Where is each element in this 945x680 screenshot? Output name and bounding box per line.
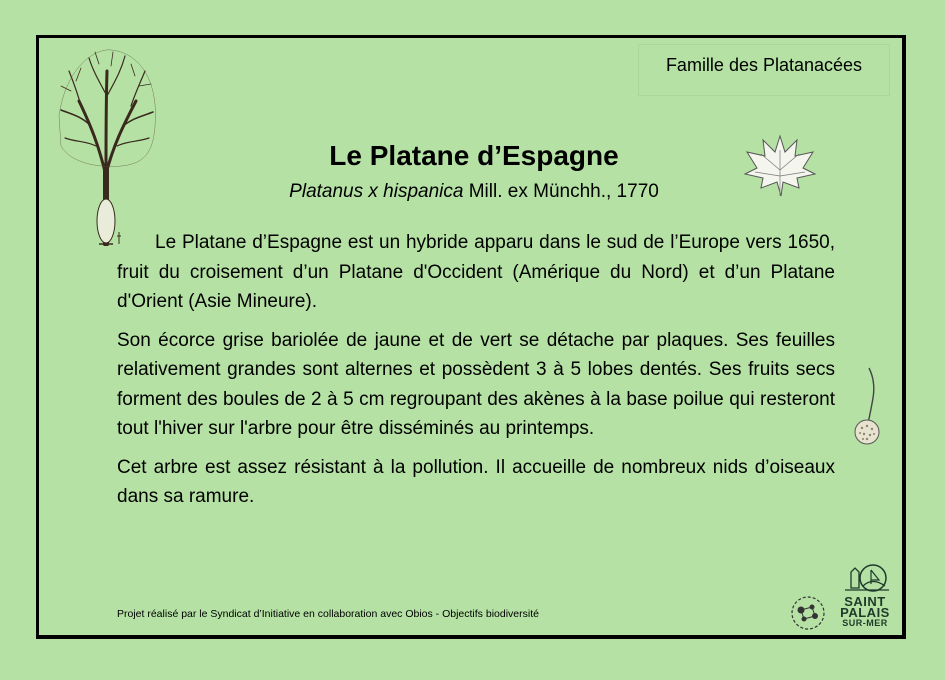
saint-palais-logo-icon <box>835 562 895 594</box>
paragraph-2: Son écorce grise bariolée de jaune et de vert se détache par plaques. Ses feuilles relativement grandes sont alternes et possèdent 3 à 5 lobes dentés. Ses fruits secs forment des boules de 2 à 5 cm regroupant des akènes à la base poilue qui resteront tout l'hiver sur l'arbre pour être disséminés au printemps. <box>117 329 835 439</box>
sign-panel <box>36 35 906 639</box>
scientific-authority: Mill. ex Münchh., 1770 <box>463 181 659 202</box>
logo-line-3: SUR-MER <box>842 618 888 628</box>
paragraph-3: Cet arbre est assez résistant à la pollution. Il accueille de nombreux nids d’oiseaux dans sa ramure. <box>117 456 835 507</box>
description-text <box>117 228 835 521</box>
paragraph-1: Le Platane d’Espagne est un hybride apparu dans le sud de l’Europe vers 1650, fruit du croisement d’un Platane d'Occident (Amérique du Nord) et d’un Platane d'Orient (Asie Mineure). <box>117 232 835 312</box>
saint-palais-logo <box>835 562 895 642</box>
scientific-binomial: Platanus x hispanica <box>289 181 464 202</box>
logo-line-2: PALAIS <box>840 605 890 620</box>
seed-ball-icon <box>851 362 883 446</box>
obios-logo-icon <box>789 594 827 632</box>
page-title: Le Platane d’Espagne <box>329 140 619 171</box>
logo-line-1: SAINT <box>844 594 886 609</box>
scientific-name <box>39 181 909 203</box>
credit-text: Projet réalisé par le Syndicat d’Initiative en collaboration avec Obios - Objectifs biodiversité <box>117 608 539 620</box>
saint-palais-wordmark <box>835 596 895 629</box>
family-label: Famille des Platanacées <box>638 44 890 96</box>
